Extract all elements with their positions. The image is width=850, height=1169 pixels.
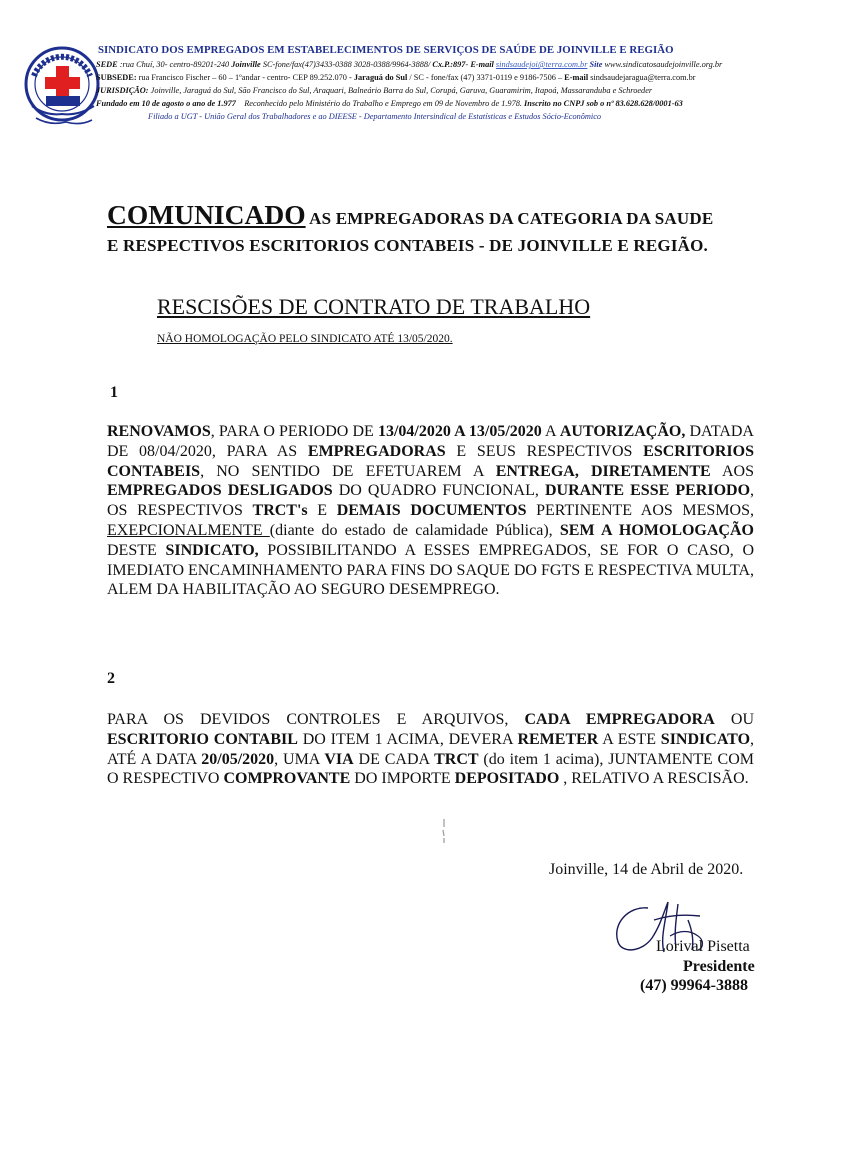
subsede-line [96, 72, 796, 83]
founded-text: Fundado em 10 de agosto o ano de 1.977 [96, 99, 236, 108]
s2-t4: ESCRITORIO CONTABIL [107, 730, 298, 748]
page-subtitle: NÃO HOMOLOGAÇÃO PELO SINDICATO ATÉ 13/05/2020. [157, 333, 453, 345]
s1-t24: DESTE [107, 541, 166, 559]
subsede-phones: / SC - fone/fax (47) 3371-0119 e 9186-7506 – [409, 73, 563, 82]
jurisdiction-label: JURISDIÇÃO: [96, 86, 149, 95]
sede-email-link[interactable]: sindsaudejoi@terra.com.br [495, 60, 588, 69]
signer-phone: (47) 99964-3888 [640, 977, 748, 994]
s1-t15: DURANTE ESSE PERIODO [544, 482, 751, 500]
s2-t6: REMETER [517, 730, 599, 748]
sede-po-box: Cx.P.:897- [432, 60, 469, 69]
sede-phones: SC-fone/fax(47)3433-0388 3028-0388/9964-3888/ [262, 60, 431, 69]
sede-email-label: E-mail [470, 60, 494, 69]
sede-site-link[interactable]: www.sindicatosaudejoinville.org.br [604, 60, 723, 69]
s1-t6: DATADA DE 08/04/2020, PARA AS [107, 423, 754, 460]
s1-t14: DO QUADRO FUNCIONAL, [332, 482, 545, 500]
s2-t18: DEPOSITADO [454, 770, 560, 788]
cnpj-text: Inscrito no CNPJ sob o nº 83.628.628/0001-63 [524, 99, 683, 108]
sede-label: SEDE [96, 60, 118, 69]
scan-mark [441, 818, 447, 844]
s1-t11: ENTREGA, DIRETAMENTE [495, 462, 711, 480]
s1-t17: TRCT's [252, 502, 308, 520]
sede-address: :rua Chuí, 30- centro-89201-240 [119, 60, 230, 69]
section-2-paragraph [107, 710, 754, 789]
subsede-email-label: E-mail [564, 73, 589, 82]
s1-t4: A [541, 423, 560, 440]
s1-t22: (diante do estado de calamidade Pública), [269, 521, 560, 539]
sede-site-label: Site [589, 60, 603, 69]
s2-t9: , ATÉ A DATA [107, 730, 755, 768]
section-1-paragraph [107, 422, 754, 600]
s1-t5: AUTORIZAÇÃO, [559, 423, 686, 440]
subsede-email-link[interactable]: sindsaudejaragua@terra.com.br [590, 73, 696, 82]
s2-t14: TRCT [434, 750, 479, 768]
union-name: SINDICATO DOS EMPREGADOS EM ESTABELECIMENTOS DE SERVIÇOS DE SAÚDE DE JOINVILLE E REGIÃO [98, 44, 674, 56]
subsede-label: SUBSEDE: [96, 73, 137, 82]
s1-t21: EXEPCIONALMENTE [107, 521, 270, 539]
place-and-date: Joinville, 14 de Abril de 2020. [549, 861, 744, 878]
s1-t19: DEMAIS DOCUMENTOS [336, 502, 527, 520]
s1-t12: AOS [710, 462, 755, 480]
section-1-number: 1 [110, 384, 118, 401]
s1-t7: EMPREGADORAS [307, 442, 446, 460]
s2-t16: COMPROVANTE [223, 770, 351, 788]
s1-t26: POSSIBILITANDO A ESSES EMPREGADOS, SE FOR O CASO, O IMEDIATO ENCAMINHAMENTO PARA FINS DO SAQUE DO FGTS E RESPECTIVA MULTA, ALEM DA HABILITAÇÃO AO SEGURO DESEMPREGO. [107, 541, 755, 599]
sede-line [96, 59, 796, 70]
s1-t3: 13/04/2020 A 13/05/2020 [377, 423, 542, 440]
s1-t13: EMPREGADOS DESLIGADOS [107, 482, 333, 500]
s2-t15: (do item 1 acima), JUNTAMENTE COM O RESPECTIVO [107, 750, 755, 788]
subsede-city: Jaraguá do Sul [353, 73, 408, 82]
s2-t7: A ESTE [598, 730, 661, 748]
signer-name: Lorival Pisetta [656, 938, 750, 955]
s2-t2: CADA EMPREGADORA [524, 711, 715, 728]
s1-t16: , OS RESPECTIVOS [107, 482, 755, 520]
s2-t5: DO ITEM 1 ACIMA, DEVERA [297, 730, 518, 748]
affiliation-line: Filiado a UGT - União Geral dos Trabalhadores e ao DIEESE - Departamento Intersindical de Estatísticas e Estudos Sócio-Econômico [148, 112, 602, 121]
jurisdiction-text: Joinville, Jaraguá do Sul, São Francisco do Sul, Araquari, Balneário Barra do Sul, Corupá, Garuva, Guaramirim, Itapoá, Massaranduba e Schroeder [150, 86, 653, 95]
signer-role: Presidente [683, 958, 755, 975]
s1-t25: SINDICATO, [165, 541, 259, 559]
s2-t13: DE CADA [353, 750, 435, 768]
s2-t17: DO IMPORTE [350, 770, 455, 788]
headline-line2: E RESPECTIVOS ESCRITORIOS CONTABEIS - DE JOINVILLE E REGIÃO. [107, 236, 708, 255]
comunicado-heading: COMUNICADO [107, 199, 306, 230]
headline [107, 201, 767, 259]
section-2-number: 2 [107, 670, 115, 687]
recognized-text: Reconhecido pelo Ministério do Trabalho e Emprego em 09 de Novembro de 1.978. [244, 99, 522, 108]
s2-t3: OU [714, 711, 754, 728]
s1-t23: SEM A HOMOLOGAÇÃO [559, 521, 754, 539]
s1-t1: RENOVAMOS [107, 423, 211, 440]
s1-t20: PERTINENTE AOS MESMOS, [526, 502, 755, 520]
jurisdiction-line [96, 85, 796, 96]
s2-t1: PARA OS DEVIDOS CONTROLES E ARQUIVOS, [107, 711, 525, 728]
s2-t10: 20/05/2020 [201, 750, 275, 768]
registration-line [96, 98, 796, 109]
s2-t19: , RELATIVO A RESCISÃO. [559, 770, 749, 788]
s2-t12: VIA [324, 750, 354, 768]
page-title: RESCISÕES DE CONTRATO DE TRABALHO [157, 294, 591, 319]
s1-t2: , PARA O PERIODO DE [210, 423, 378, 440]
s2-t11: , UMA [274, 750, 325, 768]
s1-t8: E SEUS RESPECTIVOS [445, 442, 644, 460]
subsede-address: rua Francisco Fischer – 60 – 1ºandar - centro- CEP 89.252.070 - [138, 73, 352, 82]
headline-line1: AS EMPREGADORAS DA CATEGORIA DA SAUDE [305, 209, 714, 228]
s2-t8: SINDICATO [660, 730, 751, 748]
s1-t18: E [307, 502, 337, 520]
s1-t10: , NO SENTIDO DE EFETUAREM A [200, 462, 496, 480]
s1-t9: ESCRITORIOS CONTABEIS [107, 442, 754, 480]
sede-city: Joinville [231, 60, 261, 69]
